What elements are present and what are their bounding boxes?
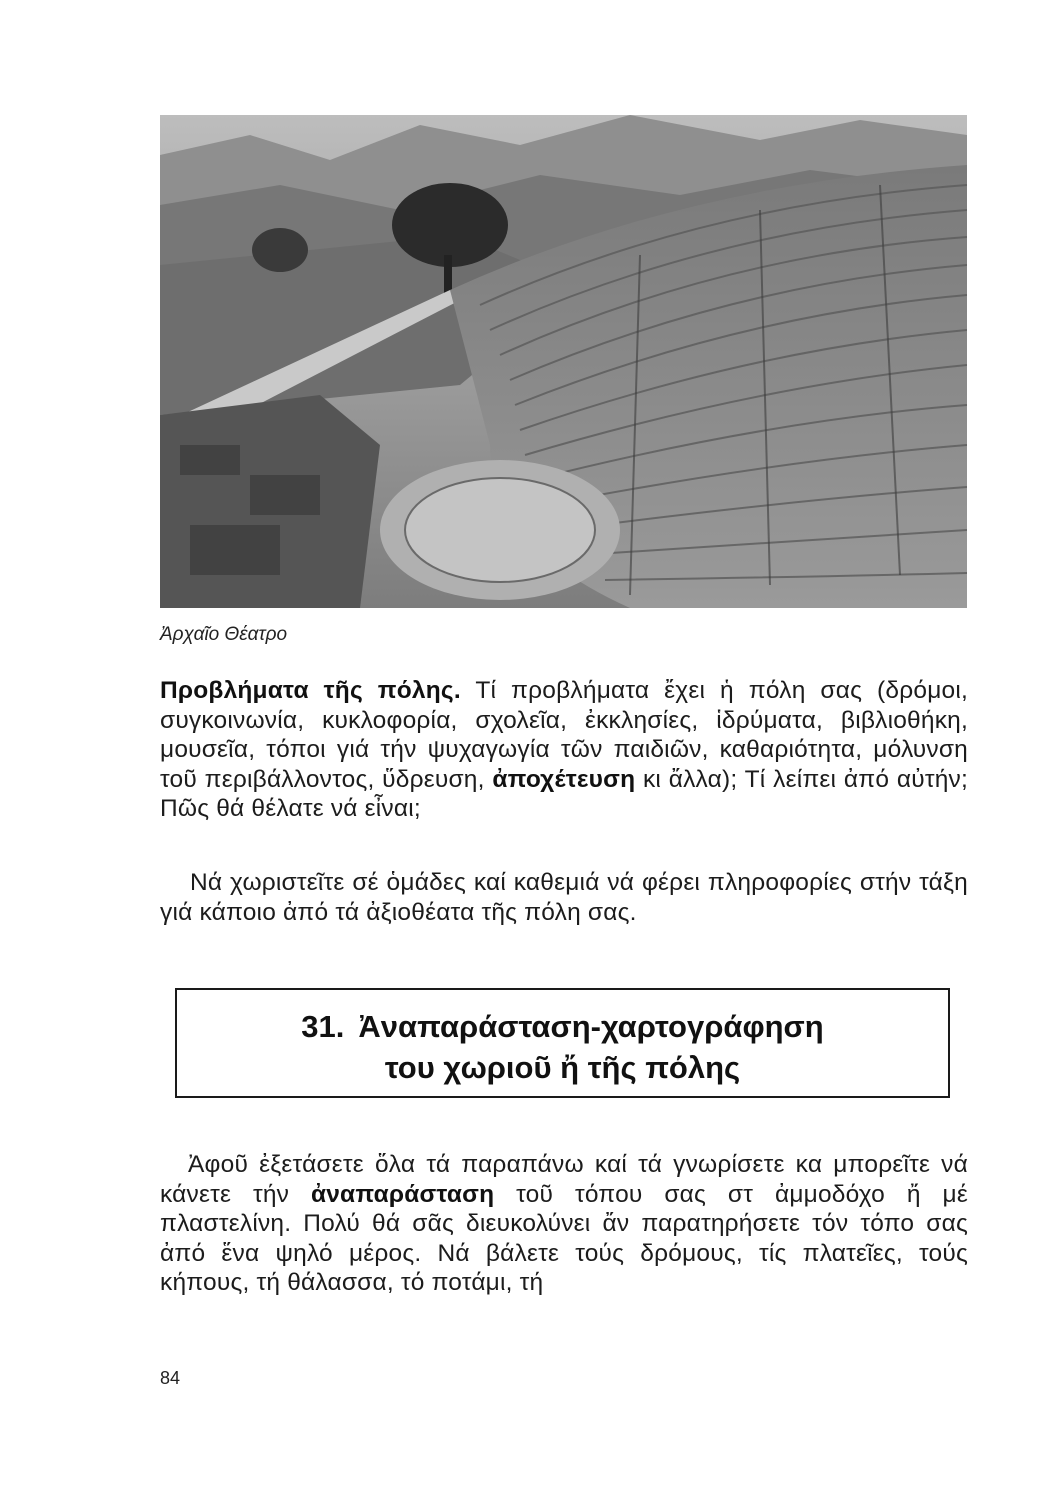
ancient-theatre-photo (160, 115, 967, 608)
paragraph-text: κι ἄλλα); Τί λείπει ἀπό αὐτήν; Πῶς θά θέλατε νά εἶναι; (160, 765, 969, 822)
bold-term: ἀποχέτευση (492, 765, 636, 793)
paragraph-text: τοῦ τόπου σας στ ἀμμοδόχο ἤ μέ πλαστελίνη. Πολύ θά σᾶς διευκολύνει ἄν παρατηρήσετε τόν τόπο σας ἀπό ἕνα ψηλό μέρος. Νά βάλετε τούς δρόμους, τίς πλατεῖες, τούς κήπους, τή θάλασσα, τό ποτάμι, τή (160, 1180, 968, 1296)
paragraph-text: μπορεῖτε νά κάνετε τήν (160, 1151, 968, 1208)
paragraph-reconstruction (160, 1150, 968, 1298)
chapter-title-text: Ἀναπαράσταση-χαρτογράφηση (358, 1009, 824, 1044)
bold-term: ἀναπαράσταση (310, 1180, 495, 1208)
page-number: 84 (160, 1368, 181, 1388)
paragraph-text: Ἀφοῦ ἐξετάσετε ὅλα τά παραπάνω καί τά γνωρίσετε κα (188, 1151, 823, 1178)
photo-caption: Ἀρχαῖο Θέατρο (160, 624, 288, 645)
paragraph-groups: Νά χωριστεῖτε σέ ὁμάδες καί καθεμιά νά φέρει πληροφορίες στήν τάξη γιά κάποιο ἀπό τά ἀξιοθέατα τῆς πόλη σας. (160, 869, 968, 926)
paragraph-text: Τί προβλήματα ἔχει ἡ πόλη σας (δρόμοι, συγκοινωνία, κυκλοφορία, σχολεῖα, ἐκκλησίες, ἱδρύματα, βιβλιοθήκη, μουσεῖα, τόποι γιά τήν ψυχαγωγία τῶν παιδιῶν, καθαριότητα, μόλυνση τοῦ περιβάλλοντος, ὕδρευση, (160, 677, 968, 793)
chapter-title-line2: του χωριοῦ ἤ τῆς πόλης (384, 1050, 741, 1085)
section-heading: Προβλήματα τῆς πόλης. (160, 677, 461, 704)
chapter-number: 31. (301, 1009, 345, 1044)
chapter-title-line1 (177, 1006, 948, 1047)
chapter-title-box (175, 988, 950, 1098)
paragraph-city-problems (160, 676, 968, 824)
